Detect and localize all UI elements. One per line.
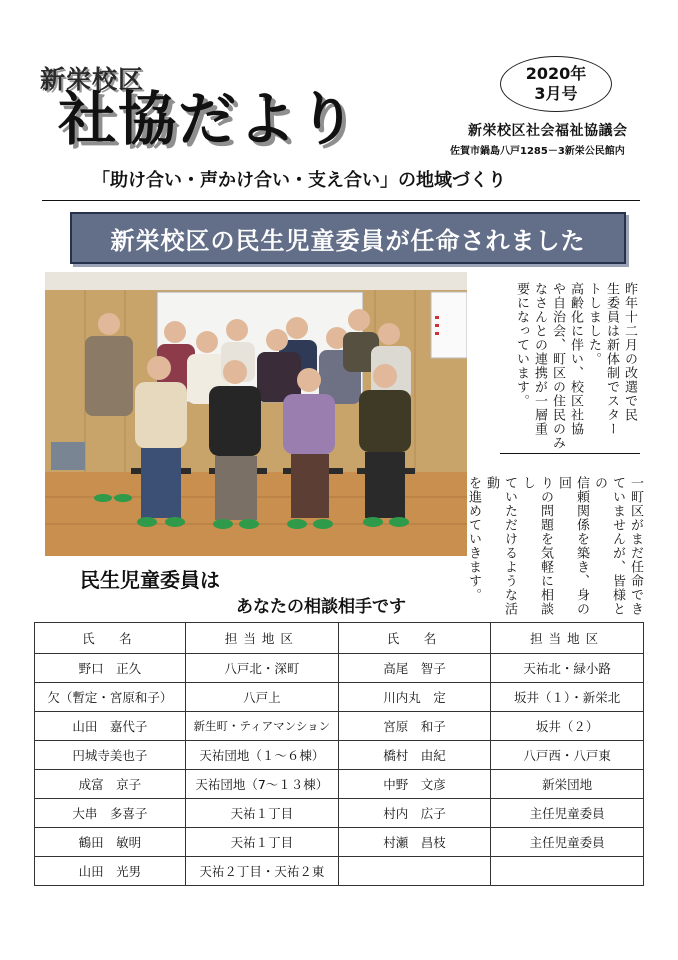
- table-row: [35, 683, 644, 712]
- group-photo-illustration: [45, 272, 467, 556]
- member-area: 八戸上: [185, 683, 338, 712]
- member-area: 天祐北・緑小路: [491, 654, 644, 683]
- member-area: 天祐団地（7～１３棟）: [185, 770, 338, 799]
- header-name-2: 氏 名: [338, 623, 490, 654]
- member-area: 天祐２丁目・天祐２東: [185, 857, 338, 886]
- member-name: 宮原 和子: [338, 712, 490, 741]
- table-row: [35, 741, 644, 770]
- table-row: [35, 712, 644, 741]
- member-name: 成富 京子: [35, 770, 186, 799]
- member-name: [338, 857, 490, 886]
- header-name-1: 氏 名: [35, 623, 186, 654]
- issue-badge: [500, 56, 612, 112]
- table-row: [35, 799, 644, 828]
- member-name: 円城寺美也子: [35, 741, 186, 770]
- organization-name: 新栄校区社会福祉協議会: [468, 123, 628, 139]
- member-area: [491, 857, 644, 886]
- article-divider: [500, 453, 640, 454]
- headline-banner: [70, 212, 626, 264]
- issue-month: 3月号: [534, 84, 578, 103]
- header-divider: [42, 200, 640, 201]
- member-name: 欠（暫定・宮原和子）: [35, 683, 186, 712]
- member-name: 山田 嘉代子: [35, 712, 186, 741]
- member-area: 坂井（１）・新栄北: [491, 683, 644, 712]
- article-text-part2: 一町区がまだ任命でき ていませんが、皆様との 信頼関係を築き、身の回 りの問題を気軽に相談し ていただけるような活動 を進めていきます。: [466, 476, 643, 616]
- member-area: 主任児童委員: [491, 799, 644, 828]
- header-area-1: 担当地区: [185, 623, 338, 654]
- organization-address: 佐賀市鍋島八戸1285－3新栄公民館内: [450, 146, 625, 157]
- member-name: 村瀬 昌枝: [338, 828, 490, 857]
- member-area: 八戸北・深町: [185, 654, 338, 683]
- member-area: 新生町・ティアマンション: [185, 712, 338, 741]
- table-row: [35, 857, 644, 886]
- table-row: [35, 770, 644, 799]
- member-name: 大串 多喜子: [35, 799, 186, 828]
- article-text-part1: 昨年十二月の改選で民 生委員は新体制でスター トしました。 高齢化に伴い、校区社協 や自治会、町区の住民のみ なさんとの連携が一層重 要になっています。: [514, 282, 637, 450]
- member-name: 橋村 由紀: [338, 741, 490, 770]
- caption-line1: 民生児童委員は: [80, 568, 220, 592]
- newsletter-title: 社協だより: [58, 85, 359, 153]
- member-name: 川内丸 定: [338, 683, 490, 712]
- member-name: 野口 正久: [35, 654, 186, 683]
- member-area: 天祐１丁目: [185, 799, 338, 828]
- member-area: 主任児童委員: [491, 828, 644, 857]
- member-area: 天祐１丁目: [185, 828, 338, 857]
- issue-year: 2020年: [525, 64, 587, 83]
- group-photo: [45, 272, 467, 556]
- slogan: 「助け合い・声かけ合い・支え合い」の地域づくり: [92, 170, 506, 191]
- district-name: 新栄校区: [40, 65, 145, 94]
- member-name: 中野 文彦: [338, 770, 490, 799]
- member-name: 山田 光男: [35, 857, 186, 886]
- member-area: 新栄団地: [491, 770, 644, 799]
- table-header-row: [35, 623, 644, 654]
- member-area: 八戸西・八戸東: [491, 741, 644, 770]
- member-name: 高尾 智子: [338, 654, 490, 683]
- table-row: [35, 828, 644, 857]
- table-row: [35, 654, 644, 683]
- caption-line2: あなたの相談相手です: [236, 597, 406, 617]
- member-table: [34, 622, 644, 886]
- member-name: 村内 広子: [338, 799, 490, 828]
- header-area-2: 担当地区: [491, 623, 644, 654]
- member-area: 天祐団地（１～６棟）: [185, 741, 338, 770]
- member-area: 坂井（２）: [491, 712, 644, 741]
- member-name: 鶴田 敏明: [35, 828, 186, 857]
- headline-text: 新栄校区の民生児童委員が任命されました: [110, 226, 586, 255]
